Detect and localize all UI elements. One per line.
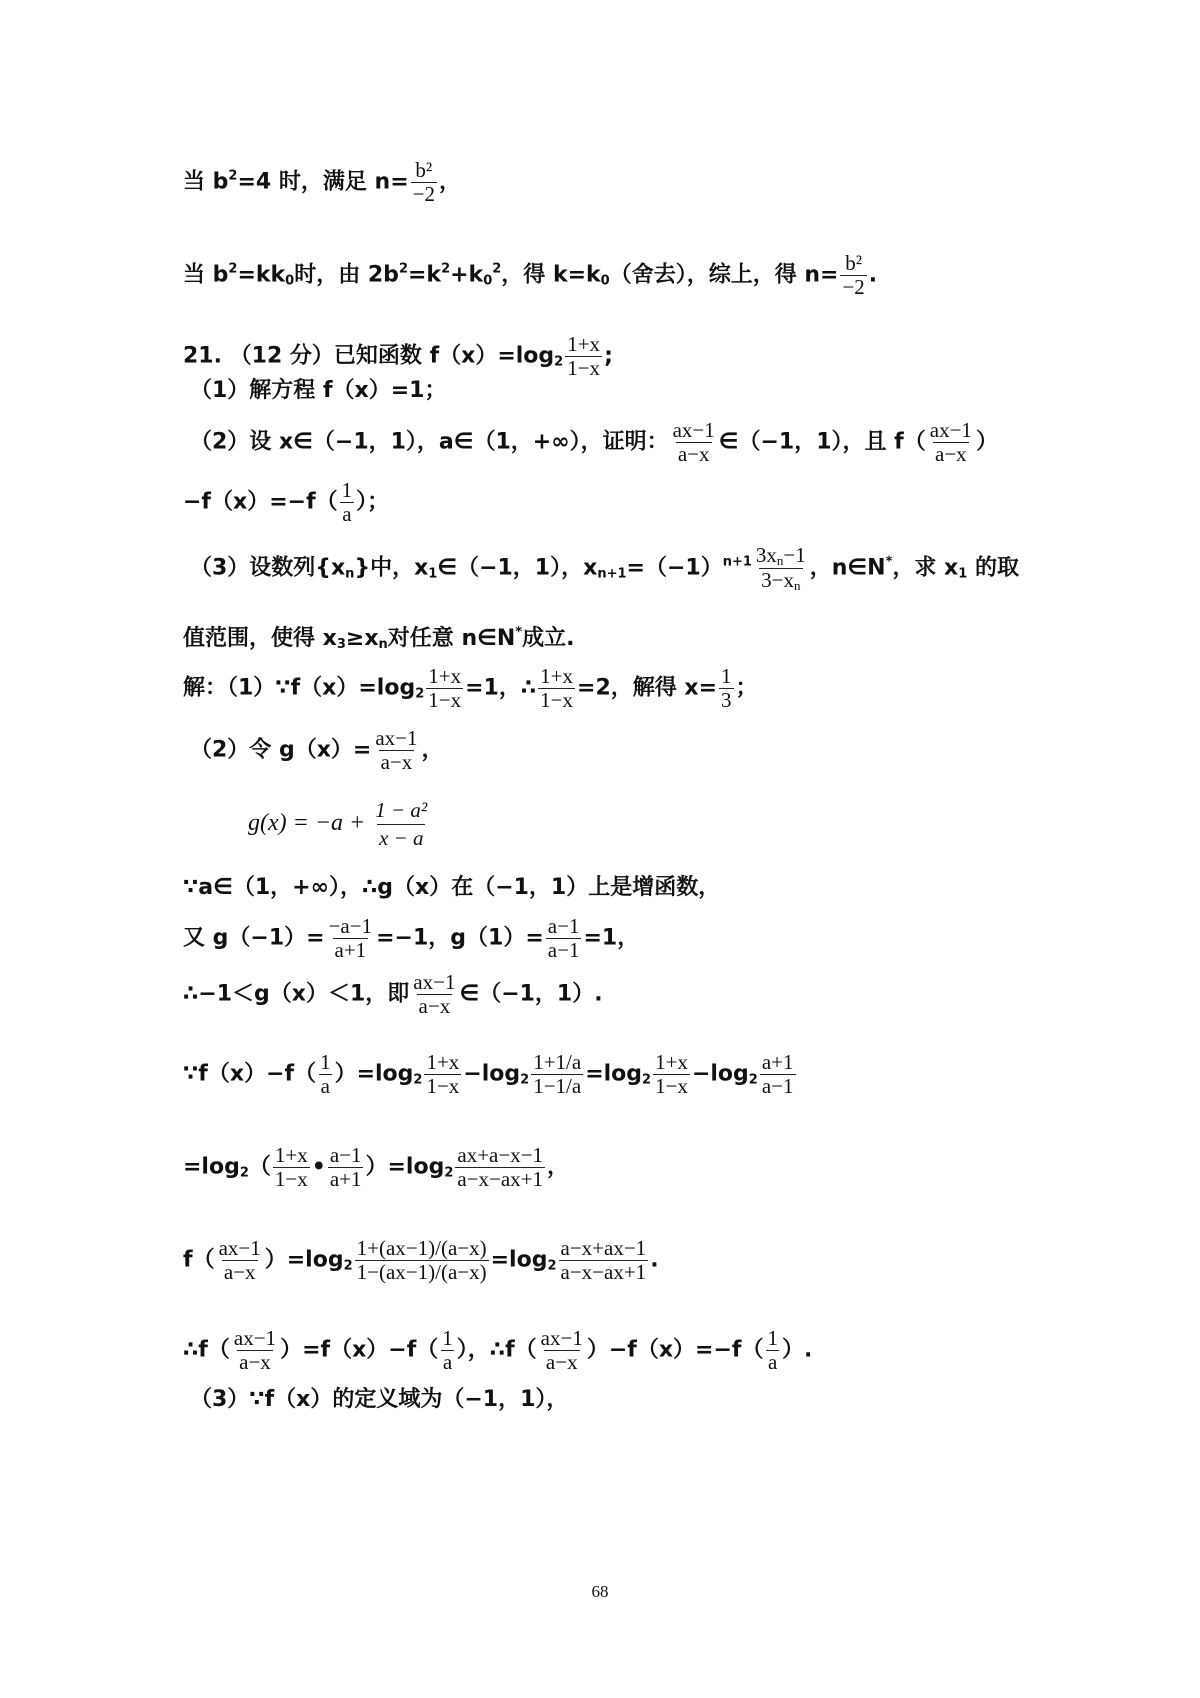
fraction <box>340 480 355 525</box>
sub: n <box>378 637 388 652</box>
text: 时，由 2b <box>294 262 399 288</box>
numerator: b² <box>845 251 863 275</box>
numerator: ax−1 <box>672 418 715 442</box>
sub: 2 <box>444 1165 454 1181</box>
line-2 <box>183 253 877 298</box>
fraction <box>273 1145 310 1190</box>
line-5 <box>190 420 998 465</box>
fraction <box>411 160 437 205</box>
fraction <box>327 916 375 961</box>
text: ∵a∈（1，+∞），∴g（x）在（−1，1）上是增函数， <box>183 875 721 900</box>
numerator: 1+1/a <box>533 1050 582 1074</box>
line-18 <box>183 1328 812 1373</box>
fraction <box>440 1328 455 1373</box>
text: =log <box>585 1061 643 1087</box>
numerator <box>754 545 808 568</box>
denominator: −2 <box>842 275 865 299</box>
line-16 <box>183 1145 569 1190</box>
text: =（−1） <box>626 555 723 581</box>
text: ）=log <box>334 1061 414 1087</box>
numerator: 1+x <box>428 664 462 688</box>
fraction <box>754 545 808 592</box>
fraction <box>217 1238 263 1283</box>
text: =4 时，满足 n= <box>237 169 409 195</box>
text: 值范围，使得 x <box>183 626 337 651</box>
sup: n+1 <box>722 554 752 570</box>
line-4 <box>190 380 446 402</box>
line-14 <box>183 972 603 1017</box>
text: 又 g（−1）= <box>183 925 325 951</box>
fraction <box>928 420 974 465</box>
num-text: −1 <box>783 543 806 567</box>
text: . <box>868 262 878 288</box>
denominator: a−x <box>380 750 413 774</box>
denominator: a+1 <box>329 1167 362 1191</box>
fraction <box>328 1145 364 1190</box>
numerator: ax−1 <box>413 970 456 994</box>
numerator: 1 − a² <box>375 798 428 822</box>
fraction <box>426 666 463 711</box>
page-number: 68 <box>591 1582 609 1601</box>
text: =log <box>490 1247 548 1273</box>
fraction <box>318 1052 333 1097</box>
text: ）. <box>781 1337 813 1363</box>
line-9 <box>183 666 758 711</box>
denominator: a <box>768 1350 778 1374</box>
denominator: a−1 <box>761 1074 794 1098</box>
text: ， <box>547 1154 570 1180</box>
text: ）−f（x）=−f（ <box>586 1337 764 1363</box>
sub: 2 <box>239 1165 249 1181</box>
numerator: 1+x <box>274 1143 308 1167</box>
sub: 2 <box>415 686 425 702</box>
numerator: ax−1 <box>540 1326 583 1350</box>
text: =1，∴ <box>465 675 537 701</box>
numerator: a−1 <box>329 1143 362 1167</box>
text: =log <box>183 1154 240 1180</box>
text: 的取 <box>967 555 1019 581</box>
sup: * <box>515 625 523 640</box>
fraction <box>455 1145 545 1190</box>
fraction <box>411 972 457 1017</box>
sub: 0 <box>600 273 610 289</box>
text: 21. （12 分）已知函数 f（x）=log <box>183 343 555 369</box>
line-3 <box>183 334 613 379</box>
sub: 0 <box>285 273 295 289</box>
numerator: 1+x <box>540 664 574 688</box>
line-19 <box>190 1389 568 1411</box>
line-17 <box>183 1238 659 1283</box>
denominator: 1−(ax−1)/(a−x) <box>356 1260 487 1284</box>
line-12 <box>183 877 720 899</box>
denominator: a+1 <box>334 938 367 962</box>
numerator: b² <box>415 158 433 182</box>
sub: n+1 <box>597 566 627 582</box>
fraction <box>424 1052 461 1097</box>
denominator: 1−x <box>655 1074 688 1098</box>
denominator: a−x <box>223 1260 256 1284</box>
line-15 <box>183 1052 798 1097</box>
text: −log <box>463 1061 521 1087</box>
fraction <box>760 1052 796 1097</box>
numerator: 1 <box>767 1326 778 1350</box>
text: . <box>650 1247 659 1273</box>
text: （3）∵f（x）的定义域为（−1，1）， <box>190 1387 569 1412</box>
numerator: 1+x <box>567 332 601 356</box>
numerator: a−1 <box>547 914 580 938</box>
denominator: 1−x <box>428 688 462 712</box>
sup: 2 <box>398 261 408 277</box>
sub: 2 <box>343 1258 353 1274</box>
text: f（ <box>183 1247 215 1273</box>
fraction <box>671 420 717 465</box>
text: 解：（1）∵f（x）=log <box>183 675 416 701</box>
text: −f（x）=−f（ <box>183 489 338 515</box>
sub: 1 <box>428 566 438 582</box>
text: ） <box>975 429 998 455</box>
line-6 <box>183 480 389 525</box>
numerator: ax−1 <box>929 418 972 442</box>
text: （ <box>248 1154 271 1180</box>
text: 成立. <box>522 626 575 651</box>
fraction <box>373 728 419 773</box>
sub: 2 <box>642 1072 652 1088</box>
text: ； <box>735 675 758 701</box>
text: ， <box>421 737 444 763</box>
numerator: ax−1 <box>233 1326 277 1350</box>
sup: 2 <box>228 168 238 184</box>
text: ∴−1＜g（x）＜1，即 <box>183 981 410 1007</box>
numerator: 1 <box>721 664 732 688</box>
complex-fraction <box>355 1238 489 1283</box>
text: ，n∈N <box>809 555 886 581</box>
sub: 1 <box>958 566 968 582</box>
text: ），∴f（ <box>456 1337 537 1363</box>
text: （2）令 g（x）= <box>190 737 372 763</box>
denominator: a−x <box>239 1350 271 1374</box>
text: ∴f（ <box>183 1337 230 1363</box>
denominator <box>759 568 802 592</box>
fraction <box>565 334 602 379</box>
text: −log <box>691 1061 749 1087</box>
text: ）； <box>356 489 390 515</box>
sub: 3 <box>336 637 346 652</box>
denominator: a <box>442 1350 453 1374</box>
fraction <box>373 798 429 851</box>
denominator: a−x <box>935 442 967 466</box>
denominator: 1−x <box>426 1074 460 1098</box>
text: }中，x <box>354 555 429 581</box>
numerator: ax+a−x−1 <box>457 1143 544 1167</box>
text: =2，解得 x= <box>577 675 718 701</box>
fraction <box>538 666 575 711</box>
sub: n <box>776 553 784 568</box>
sub: 2 <box>520 1072 530 1088</box>
denominator: 3 <box>721 688 732 712</box>
sub: 2 <box>748 1072 758 1088</box>
dot: • <box>311 1154 326 1180</box>
denominator: a−x−ax+1 <box>560 1260 647 1284</box>
text: ∈（−1，1），x <box>437 555 598 581</box>
text: ∈（−1，1）. <box>459 981 603 1007</box>
numerator: 1+x <box>655 1050 688 1074</box>
text: （舍去），综上，得 n= <box>609 262 839 288</box>
line-8 <box>183 626 574 651</box>
sup: * <box>885 554 893 570</box>
text: ∵f（x）−f（ <box>183 1061 317 1087</box>
sup: 2 <box>492 261 502 277</box>
line-13 <box>183 916 639 961</box>
numerator: 1+(ax−1)/(a−x) <box>356 1236 487 1260</box>
denominator: a−1 <box>547 938 580 962</box>
line-1 <box>183 160 461 205</box>
sub: n <box>345 566 355 582</box>
sub: n <box>794 578 801 593</box>
text: ， <box>438 169 461 195</box>
numerator: 1 <box>442 1326 453 1350</box>
text: ≥x <box>345 626 379 651</box>
fraction <box>559 1238 649 1283</box>
denominator: 1−x <box>567 356 601 380</box>
denominator: 1−1/a <box>533 1074 582 1098</box>
fraction <box>840 253 866 298</box>
sub: 2 <box>413 1072 423 1088</box>
numerator: −a−1 <box>328 914 373 938</box>
numerator: ax−1 <box>218 1236 261 1260</box>
formula-g <box>248 798 431 851</box>
line-7 <box>190 545 1019 592</box>
text: =1， <box>583 925 640 951</box>
sub: 2 <box>554 354 564 370</box>
fraction <box>765 1328 780 1373</box>
denominator: x − a <box>378 826 424 850</box>
text: g(x) = −a + <box>248 810 372 837</box>
text: ; <box>604 343 613 369</box>
denominator: a <box>342 502 352 526</box>
text: =kk <box>237 262 286 288</box>
text: ，得 k=k <box>501 262 601 288</box>
fraction <box>539 1328 585 1373</box>
fraction <box>232 1328 278 1373</box>
numerator: 1+x <box>426 1050 460 1074</box>
sup: 2 <box>441 261 451 277</box>
text: 对任意 n∈N <box>387 626 516 651</box>
denominator: −2 <box>412 182 435 206</box>
text: （2）设 x∈（−1，1），a∈（1，+∞），证明： <box>190 429 669 455</box>
text: （3）设数列{x <box>190 555 346 581</box>
sub: 0 <box>483 273 493 289</box>
text: ）=log <box>264 1247 344 1273</box>
text: ∈（−1，1），且 f（ <box>718 429 926 455</box>
fraction <box>653 1052 690 1097</box>
text: （1）解方程 f（x）=1； <box>190 378 447 403</box>
denominator: a−x−ax+1 <box>457 1167 544 1191</box>
text: +k <box>450 262 484 288</box>
denominator: a−x <box>677 442 710 466</box>
text: ，求 x <box>892 555 959 581</box>
text: =k <box>407 262 442 288</box>
denominator: a−x <box>418 994 451 1018</box>
denominator: 1−x <box>274 1167 308 1191</box>
text: 当 b <box>183 262 229 288</box>
complex-fraction <box>531 1052 583 1097</box>
line-10 <box>190 728 444 773</box>
denominator: 1−x <box>540 688 574 712</box>
text: ）=log <box>365 1154 445 1180</box>
num-text: 3x <box>755 543 777 567</box>
denominator: a−x <box>545 1350 578 1374</box>
text: =−1，g（1）= <box>376 925 544 951</box>
fraction <box>719 666 734 711</box>
numerator: ax−1 <box>375 726 418 750</box>
denominator: a <box>320 1074 330 1098</box>
numerator: a−x+ax−1 <box>560 1236 647 1260</box>
text: 当 b <box>183 169 229 195</box>
sub: 2 <box>547 1258 557 1274</box>
numerator: 1 <box>320 1050 331 1074</box>
sup: 2 <box>228 261 238 277</box>
numerator: 1 <box>341 478 353 502</box>
text: ）=f（x）−f（ <box>280 1337 439 1363</box>
den-text: 3−x <box>761 568 794 592</box>
fraction <box>546 916 582 961</box>
numerator: a+1 <box>761 1050 794 1074</box>
